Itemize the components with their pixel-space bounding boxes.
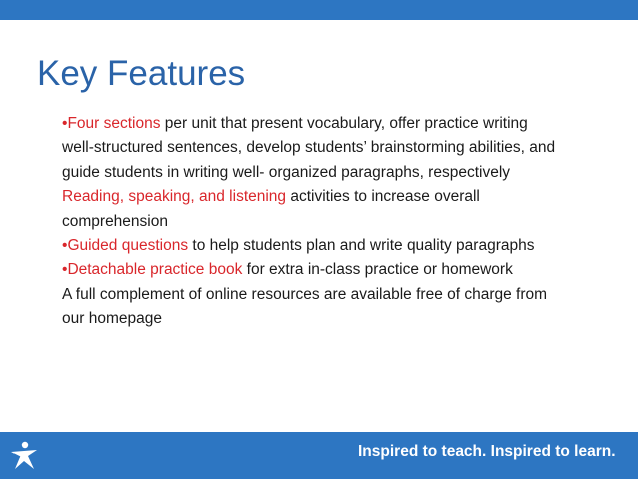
feature-text: for extra in-class practice or homework (242, 261, 513, 279)
feature-highlight: Detachable practice book (67, 261, 243, 279)
feature-text: to help students plan and write quality paragraphs (188, 237, 535, 255)
feature-highlight: Reading, speaking, and listening (62, 188, 287, 206)
feature-text: activities to increase overall (286, 188, 480, 206)
top-banner (0, 0, 638, 20)
feature-line-9 (62, 307, 622, 331)
footer-tagline: Inspired to teach. Inspired to learn. (358, 443, 616, 460)
feature-text: per unit that present vocabulary, offer practice writing (160, 115, 528, 132)
feature-text: our homepage (62, 310, 162, 328)
slide-title: Key Features (37, 54, 246, 93)
feature-line-4 (62, 185, 622, 209)
feature-highlight: Guided questions (67, 237, 189, 255)
star-figure-logo-icon (8, 440, 40, 472)
feature-line-8 (62, 283, 622, 307)
bullet: • (62, 237, 68, 255)
feature-line-2 (62, 136, 622, 160)
bullet: • (62, 261, 68, 279)
feature-line-3 (62, 161, 622, 185)
bullet: • (62, 115, 68, 132)
feature-text: guide students in writing well- organized paragraphs, respectively (62, 163, 511, 181)
feature-line-5 (62, 210, 622, 234)
feature-line-1 (62, 112, 622, 136)
feature-text: comprehension (62, 212, 168, 230)
feature-line-6 (62, 234, 622, 258)
feature-text: well-structured sentences, develop students’ brainstorming abilities, and (62, 139, 556, 157)
feature-list (62, 112, 622, 332)
feature-line-7 (62, 258, 622, 282)
feature-text: A full complement of online resources are available free of charge from (62, 285, 548, 303)
feature-highlight: Four sections (67, 115, 161, 132)
